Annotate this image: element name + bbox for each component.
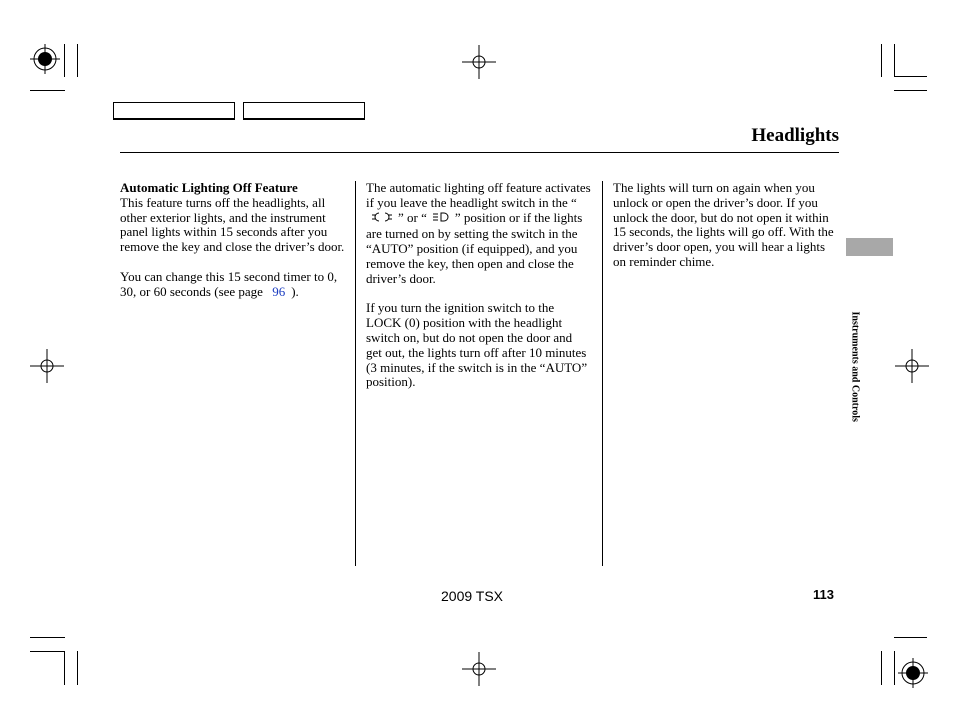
crop-line: [77, 651, 78, 685]
paragraph: [613, 181, 839, 270]
crosshair-mark-bottom: [462, 652, 496, 686]
registration-mark-top-left: [30, 44, 60, 74]
section-heading: Automatic Lighting Off Feature: [120, 180, 298, 195]
header-rule: [120, 152, 839, 153]
crosshair-mark-top: [462, 45, 496, 79]
crosshair-mark-right: [895, 349, 929, 383]
headlight-icon: [427, 212, 455, 228]
page-number: 113: [813, 587, 834, 602]
crop-line: [894, 44, 895, 77]
crop-line: [30, 651, 65, 652]
body-text: ).: [291, 283, 299, 299]
crop-line: [881, 651, 882, 685]
paragraph: [120, 270, 346, 300]
crop-line: [30, 90, 65, 91]
parking-lights-icon: [366, 212, 398, 228]
crop-line: [30, 637, 65, 638]
paragraph: [120, 181, 346, 255]
section-tab[interactable]: [846, 238, 893, 256]
crop-line: [894, 76, 927, 77]
crop-line: [881, 44, 882, 77]
crop-line: [894, 637, 927, 638]
crop-line: [64, 651, 65, 685]
crop-line: [77, 44, 78, 77]
column-3: [613, 181, 839, 285]
body-text: You can change this 15 second timer to 0, 30, or 60 seconds (see page: [120, 268, 338, 299]
body-text: The lights will turn on again when you unlock or open the driver’s door. If you unlock the door, but do not open it within 15 seconds, the lights will go off. With the driver’s door open, you will hear a lights on reminder chime.: [613, 180, 834, 269]
body-text: This feature turns off the headlights, all other exterior lights, and the instrument panel lights within 15 seconds after you remove the key and close the driver’s door.: [120, 194, 345, 255]
column-2: [366, 181, 591, 405]
column-divider: [355, 181, 356, 566]
nav-button-main-menu[interactable]: [113, 102, 235, 120]
column-divider: [602, 181, 603, 566]
body-text: If you turn the ignition switch to the LOCK (0) position with the headlight switch on, but do not open the door and get out, the lights turn off after 10 minutes (3 minutes, if the switch is in the “AUTO” position).: [366, 300, 588, 390]
crop-line: [894, 90, 927, 91]
footer-model: 2009 TSX: [441, 588, 504, 604]
crop-line: [64, 44, 65, 77]
column-1: [120, 181, 346, 314]
page-title: Headlights: [751, 125, 839, 146]
body-text: The automatic lighting off feature activates if you leave the headlight switch in the “: [366, 180, 591, 210]
paragraph: [366, 181, 591, 287]
crop-line: [894, 651, 895, 685]
body-text: ” position or if the lights are turned on by setting the switch in the “AUTO” position (if equipped), and you remove the key, then open and close the driver’s door.: [366, 209, 583, 286]
paragraph: [366, 301, 591, 390]
body-text: ” or “: [398, 209, 427, 225]
crosshair-mark-left: [30, 349, 64, 383]
section-label-vertical: Instruments and Controls: [849, 311, 861, 422]
nav-button-table-of-contents[interactable]: [243, 102, 365, 120]
registration-mark-bottom-right: [898, 658, 928, 688]
page-link-96[interactable]: 96: [272, 283, 286, 299]
